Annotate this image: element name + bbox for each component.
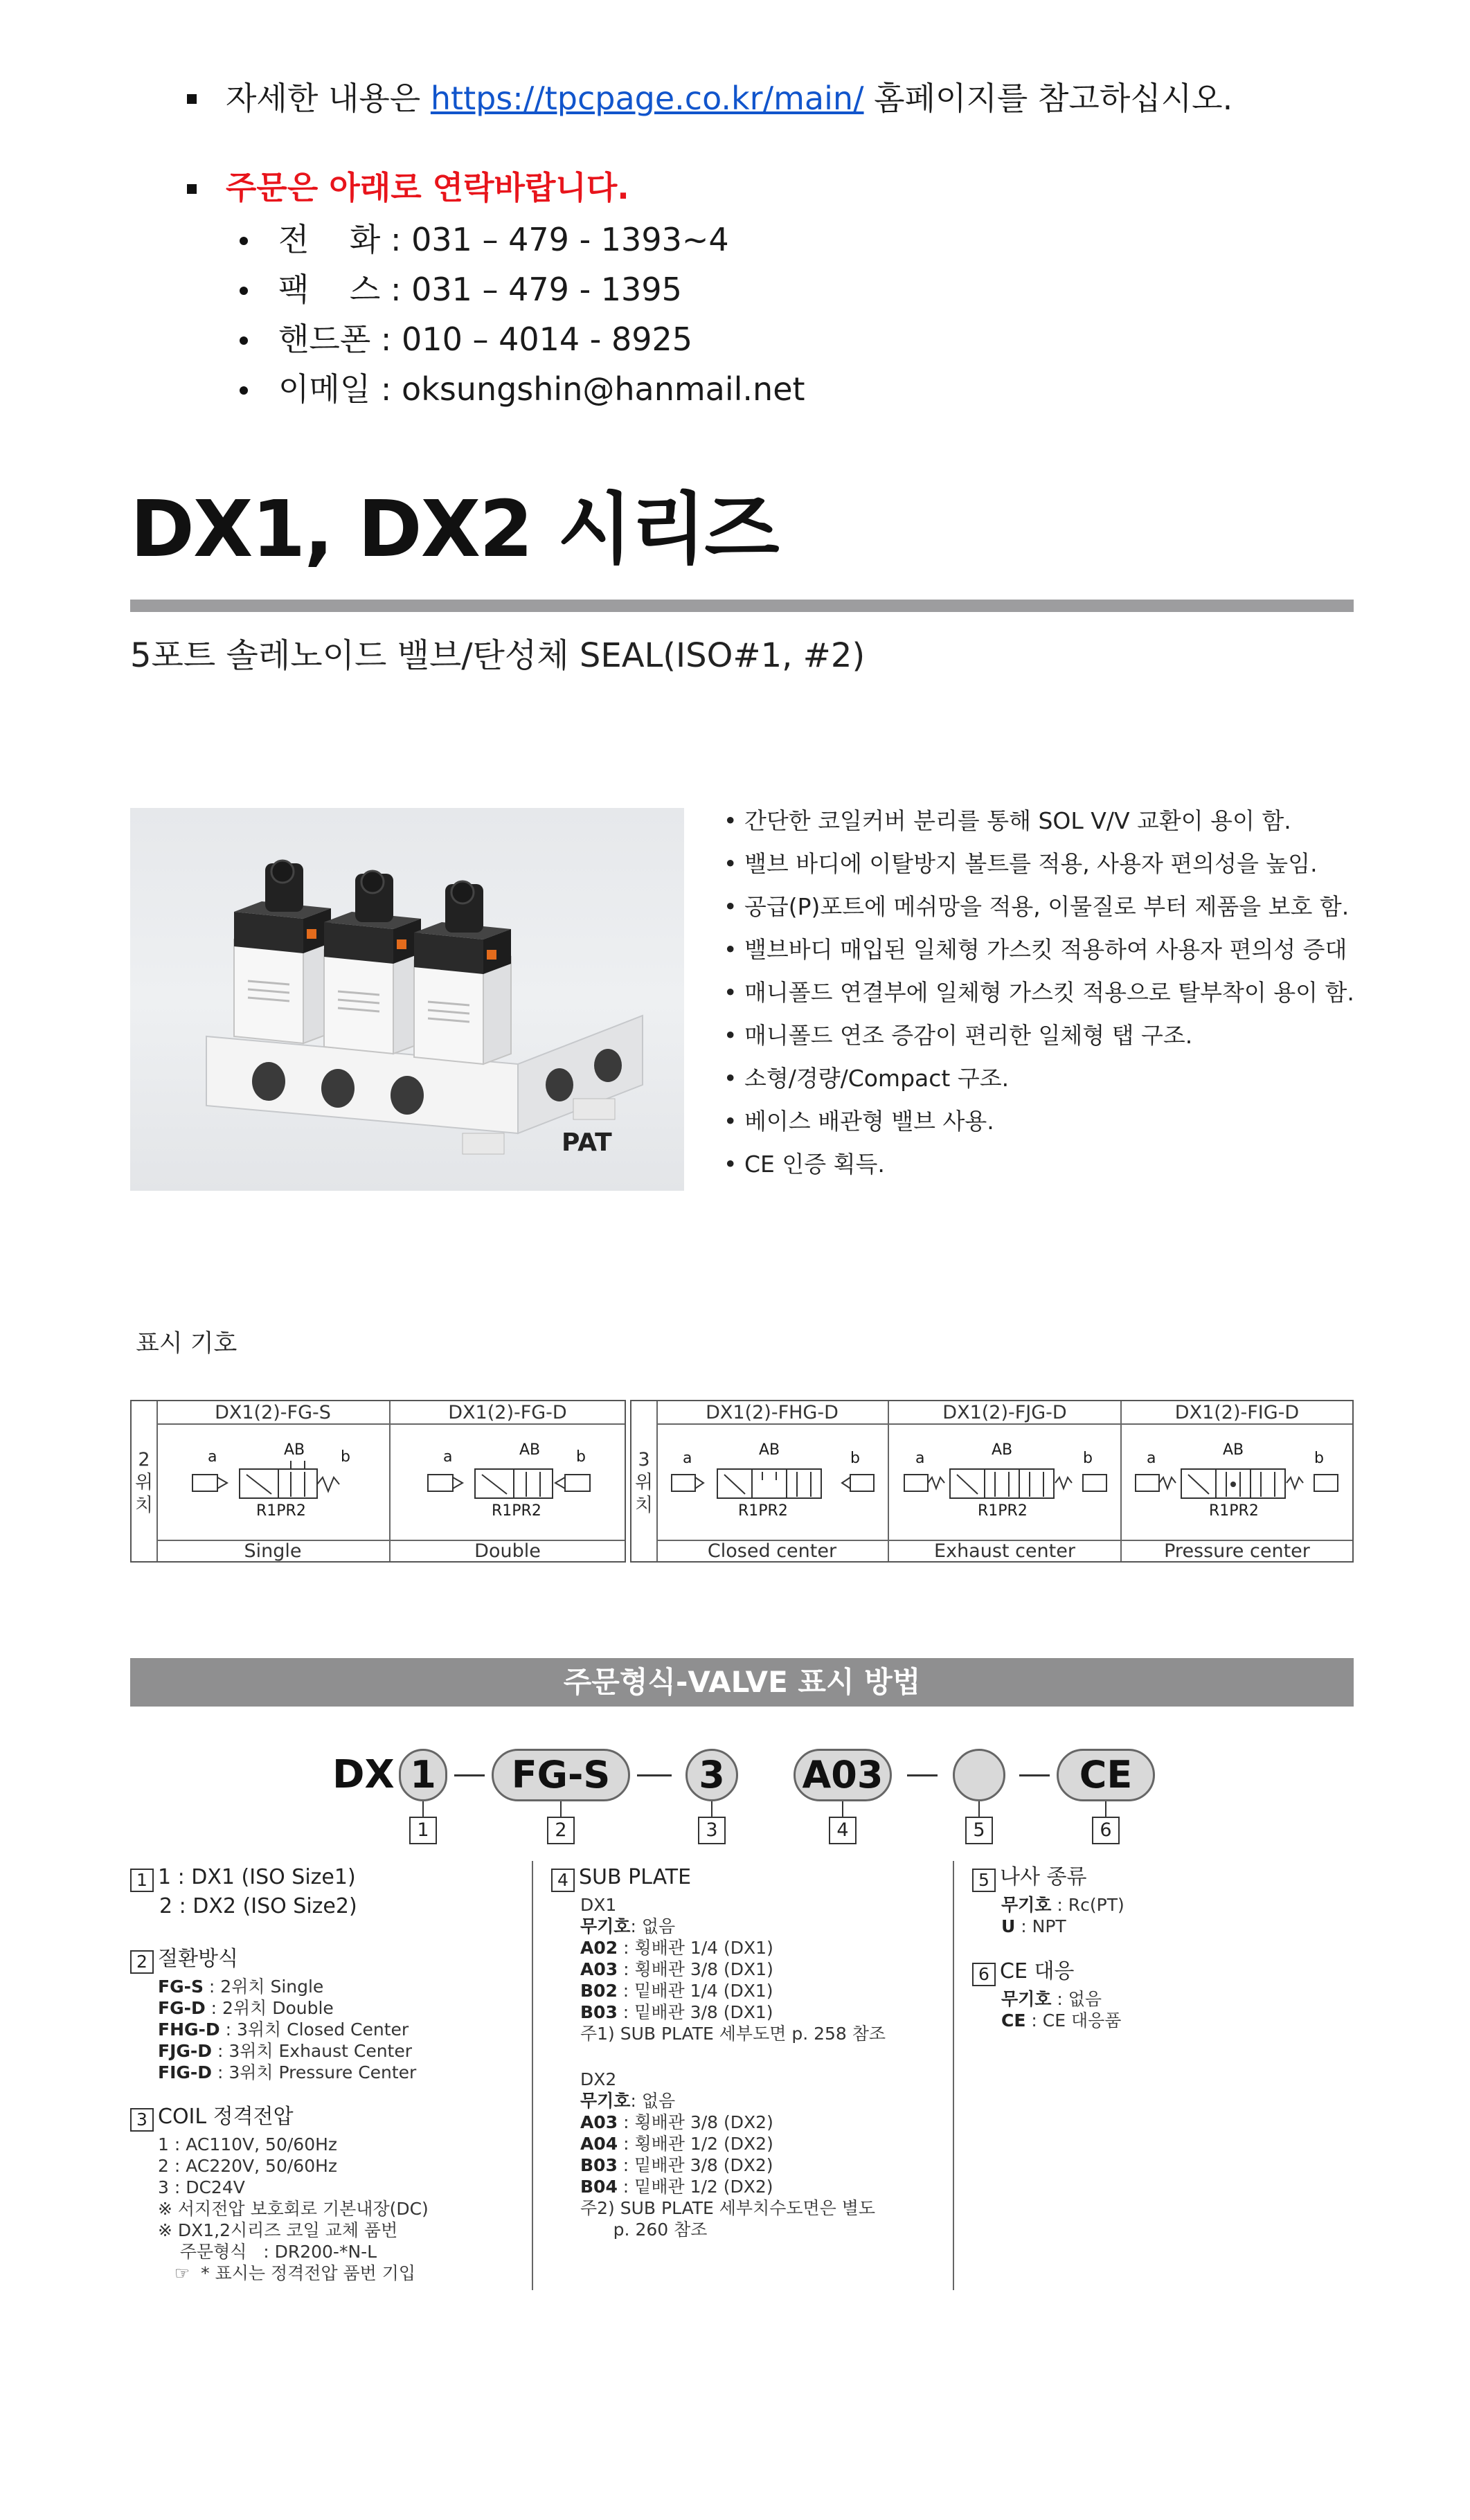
square-bullet-icon — [187, 184, 197, 194]
spec-ce-title: 6 CE 대응 — [972, 1958, 1074, 1986]
code-pill-coil: 3 — [685, 1749, 738, 1801]
spec-coil-item: 주문형식 : DR200-*N-L — [158, 2242, 377, 2262]
port-label-ab: AB — [759, 1441, 780, 1459]
spec-subplate-item: B03 : 밑배관 3/8 (DX1) — [580, 2002, 773, 2022]
email-line: 이메일 : oksungshin@hanmail.net — [278, 370, 805, 408]
title-divider — [130, 600, 1354, 612]
valve-symbol-pressure-center — [1133, 1429, 1341, 1533]
feature-item: • 매니폴드 연조 증감이 편리한 일체형 탭 구조. — [724, 1022, 1193, 1049]
port-label-ab: AB — [1223, 1441, 1244, 1459]
detail-suffix: 홈페이지를 참고하십시오. — [863, 80, 1233, 117]
round-bullet-icon — [240, 237, 248, 245]
column-divider — [953, 1861, 954, 2290]
group-label-char: 치 — [134, 1495, 154, 1516]
valve-symbol-closed-center — [669, 1429, 877, 1533]
spec-switching-item: FHG-D : 3위치 Closed Center — [158, 2019, 409, 2040]
spec-subplate-note: 주1) SUB PLATE 세부도면 p. 258 참조 — [580, 2024, 886, 2044]
group-label-char: 치 — [634, 1495, 654, 1516]
spec-subplate-item: B02 : 밑배관 1/4 (DX1) — [580, 1981, 773, 2001]
code-pill-switching: FG-S — [492, 1749, 630, 1801]
spec-number-box: 6 — [972, 1963, 996, 1986]
phone-line: 전 화 : 031 – 479 - 1393~4 — [278, 221, 729, 258]
spec-subplate-item: B04 : 밑배관 1/2 (DX2) — [580, 2177, 773, 2197]
feature-item: • 매니폴드 연결부에 일체형 가스킷 적용으로 탈부착이 용이 함. — [724, 979, 1354, 1006]
round-bullet-icon — [240, 386, 248, 395]
symbol-name: Double — [474, 1540, 541, 1562]
two-position-table — [130, 1400, 626, 1563]
mobile-line: 핸드폰 : 010 – 4014 - 8925 — [278, 321, 693, 358]
fax-line: 팩 스 : 031 – 479 - 1395 — [278, 271, 682, 308]
symbol-name: Pressure center — [1164, 1540, 1310, 1562]
spec-ce-item: 무기호 : 없음 — [1001, 1989, 1102, 2009]
valve-symbol-double — [422, 1429, 602, 1533]
spec-subplate-note: 주2) SUB PLATE 세부치수도면은 별도 — [580, 2198, 876, 2218]
group-label-char: 3 — [638, 1449, 650, 1470]
code-pill-ce: CE — [1057, 1749, 1155, 1801]
code-number-box: 3 — [698, 1817, 726, 1844]
code-dash — [454, 1774, 485, 1776]
port-label-b: b — [850, 1450, 860, 1467]
port-label-a: a — [683, 1450, 692, 1467]
model-header: DX1(2)-FG-S — [215, 1402, 331, 1423]
code-pill-subplate: A03 — [794, 1749, 892, 1801]
group-label-char: 위 — [634, 1472, 654, 1493]
code-number-box: 4 — [829, 1817, 857, 1844]
spec-switching-title: 2 절환방식 — [130, 1945, 238, 1974]
port-label-a: a — [443, 1448, 453, 1466]
feature-item: • CE 인증 획득. — [724, 1151, 885, 1178]
round-bullet-icon — [240, 287, 248, 295]
product-photo — [130, 808, 684, 1191]
spec-subplate-dx2: DX2 — [580, 2069, 617, 2089]
square-bullet-icon — [187, 94, 197, 104]
model-header: DX1(2)-FIG-D — [1174, 1402, 1300, 1423]
symbol-heading: 표시 기호 — [136, 1330, 237, 1358]
spec-number-box: 4 — [551, 1869, 575, 1892]
port-label-b: b — [1314, 1450, 1324, 1467]
port-label-ab: AB — [284, 1441, 305, 1459]
spec-coil-item: ※ 서지전압 보호회로 기본내장(DC) — [158, 2199, 429, 2219]
pat-label: PAT — [562, 1128, 612, 1157]
spec-number-box: 1 — [130, 1869, 154, 1892]
spec-thread-title: 5 나사 종류 — [972, 1864, 1086, 1892]
order-heading: 주문은 아래로 연락바랍니다. — [226, 169, 629, 206]
spec-coil-item: 2 : AC220V, 50/60Hz — [158, 2156, 338, 2176]
code-number-box: 6 — [1092, 1817, 1120, 1844]
spec-coil-item: 3 : DC24V — [158, 2177, 245, 2197]
product-subtitle: 5포트 솔레노이드 밸브/탄성체 SEAL(ISO#1, #2) — [130, 636, 866, 675]
group-label-char: 2 — [138, 1449, 150, 1470]
code-dash — [637, 1774, 672, 1776]
spec-thread-item: 무기호 : Rc(PT) — [1001, 1895, 1124, 1915]
spec-number-box: 5 — [972, 1869, 996, 1892]
port-label-a: a — [208, 1448, 217, 1466]
spec-ce-item: CE : CE 대응품 — [1001, 2010, 1122, 2031]
model-header: DX1(2)-FHG-D — [706, 1402, 839, 1423]
valve-symbol-single — [187, 1429, 367, 1533]
symbol-name: Exhaust center — [934, 1540, 1075, 1562]
spec-switching-item: FJG-D : 3위치 Exhaust Center — [158, 2041, 413, 2061]
port-label-r1pr2: R1PR2 — [1209, 1502, 1259, 1520]
port-label-r1pr2: R1PR2 — [492, 1502, 541, 1520]
spec-coil-title: 3 COIL 정격전압 — [130, 2103, 294, 2132]
port-label-b: b — [576, 1448, 586, 1466]
port-label-a: a — [1147, 1450, 1156, 1467]
feature-item: • 밸브 바디에 이탈방지 볼트를 적용, 사용자 편의성을 높임. — [724, 850, 1318, 877]
port-label-a: a — [915, 1450, 925, 1467]
spec-coil-item: ※ DX1,2시리즈 코일 교체 품번 — [158, 2220, 398, 2240]
port-label-ab: AB — [519, 1441, 541, 1459]
code-number-box: 5 — [965, 1817, 993, 1844]
valve-symbol-exhaust-center — [902, 1429, 1109, 1533]
spec-thread-item: U : NPT — [1001, 1916, 1066, 1936]
code-dash — [907, 1774, 938, 1776]
code-prefix: DX — [332, 1752, 395, 1797]
three-position-table — [630, 1400, 1354, 1563]
spec-switching-item: FG-S : 2위치 Single — [158, 1977, 324, 1997]
feature-item: • 베이스 배관형 밸브 사용. — [724, 1108, 994, 1135]
round-bullet-icon — [240, 336, 248, 345]
order-format-banner: 주문형식-VALVE 표시 방법 — [130, 1658, 1354, 1707]
code-number-box: 2 — [547, 1817, 575, 1844]
spec-subplate-item: A02 : 횡배관 1/4 (DX1) — [580, 1938, 773, 1958]
feature-item: • 간단한 코일커버 분리를 통해 SOL V/V 교환이 용이 함. — [724, 807, 1291, 834]
spec-switching-item: FG-D : 2위치 Double — [158, 1998, 334, 2018]
port-label-ab: AB — [992, 1441, 1013, 1459]
spec-subplate-item: 무기호: 없음 — [580, 1916, 676, 1936]
spec-coil-item: ☞ * 표시는 정격전압 품번 기입 — [158, 2263, 416, 2283]
spec-subplate-item: A03 : 횡배관 3/8 (DX1) — [580, 1959, 773, 1979]
code-pill-thread — [953, 1749, 1005, 1801]
spec-size-title: 1 1 : DX1 (ISO Size1) — [130, 1864, 356, 1892]
code-dash — [1019, 1774, 1050, 1776]
spec-subplate-item: A03 : 횡배관 3/8 (DX2) — [580, 2112, 773, 2132]
detail-line — [226, 78, 1233, 119]
port-label-r1pr2: R1PR2 — [978, 1502, 1028, 1520]
spec-subplate-item: 무기호: 없음 — [580, 2091, 676, 2111]
spec-subplate-item: B03 : 밑배관 3/8 (DX2) — [580, 2155, 773, 2175]
homepage-link[interactable]: https://tpcpage.co.kr/main/ — [430, 80, 864, 117]
port-label-b: b — [1083, 1450, 1093, 1467]
port-label-r1pr2: R1PR2 — [256, 1502, 306, 1520]
spec-subplate-dx1: DX1 — [580, 1895, 617, 1915]
group-label-char: 위 — [134, 1472, 154, 1493]
feature-item: • 공급(P)포트에 메쉬망을 적용, 이물질로 부터 제품을 보호 함. — [724, 893, 1350, 920]
spec-subplate-note: p. 260 참조 — [580, 2220, 708, 2240]
port-label-r1pr2: R1PR2 — [738, 1502, 788, 1520]
spec-number-box: 3 — [130, 2108, 154, 2132]
symbol-name: Closed center — [707, 1540, 837, 1562]
product-title: DX1, DX2 시리즈 — [130, 485, 778, 575]
spec-subplate-title: 4 SUB PLATE — [551, 1864, 691, 1892]
feature-item: • 밸브바디 매입된 일체형 가스킷 적용하여 사용자 편의성 증대 — [724, 936, 1347, 963]
model-header: DX1(2)-FJG-D — [942, 1402, 1067, 1423]
spec-size-line2: 2 : DX2 (ISO Size2) — [159, 1894, 357, 1918]
detail-prefix: 자세한 내용은 — [226, 80, 431, 117]
symbol-name: Single — [244, 1540, 302, 1562]
code-number-box: 1 — [409, 1817, 437, 1844]
spec-coil-item: 1 : AC110V, 50/60Hz — [158, 2134, 338, 2154]
spec-number-box: 2 — [130, 1950, 154, 1974]
spec-subplate-item: A04 : 횡배관 1/2 (DX2) — [580, 2134, 773, 2154]
spec-switching-item: FIG-D : 3위치 Pressure Center — [158, 2062, 417, 2082]
port-label-b: b — [341, 1448, 350, 1466]
feature-item: • 소형/경량/Compact 구조. — [724, 1065, 1010, 1092]
code-pill-size: 1 — [399, 1749, 447, 1801]
model-header: DX1(2)-FG-D — [448, 1402, 567, 1423]
column-divider — [532, 1861, 533, 2290]
